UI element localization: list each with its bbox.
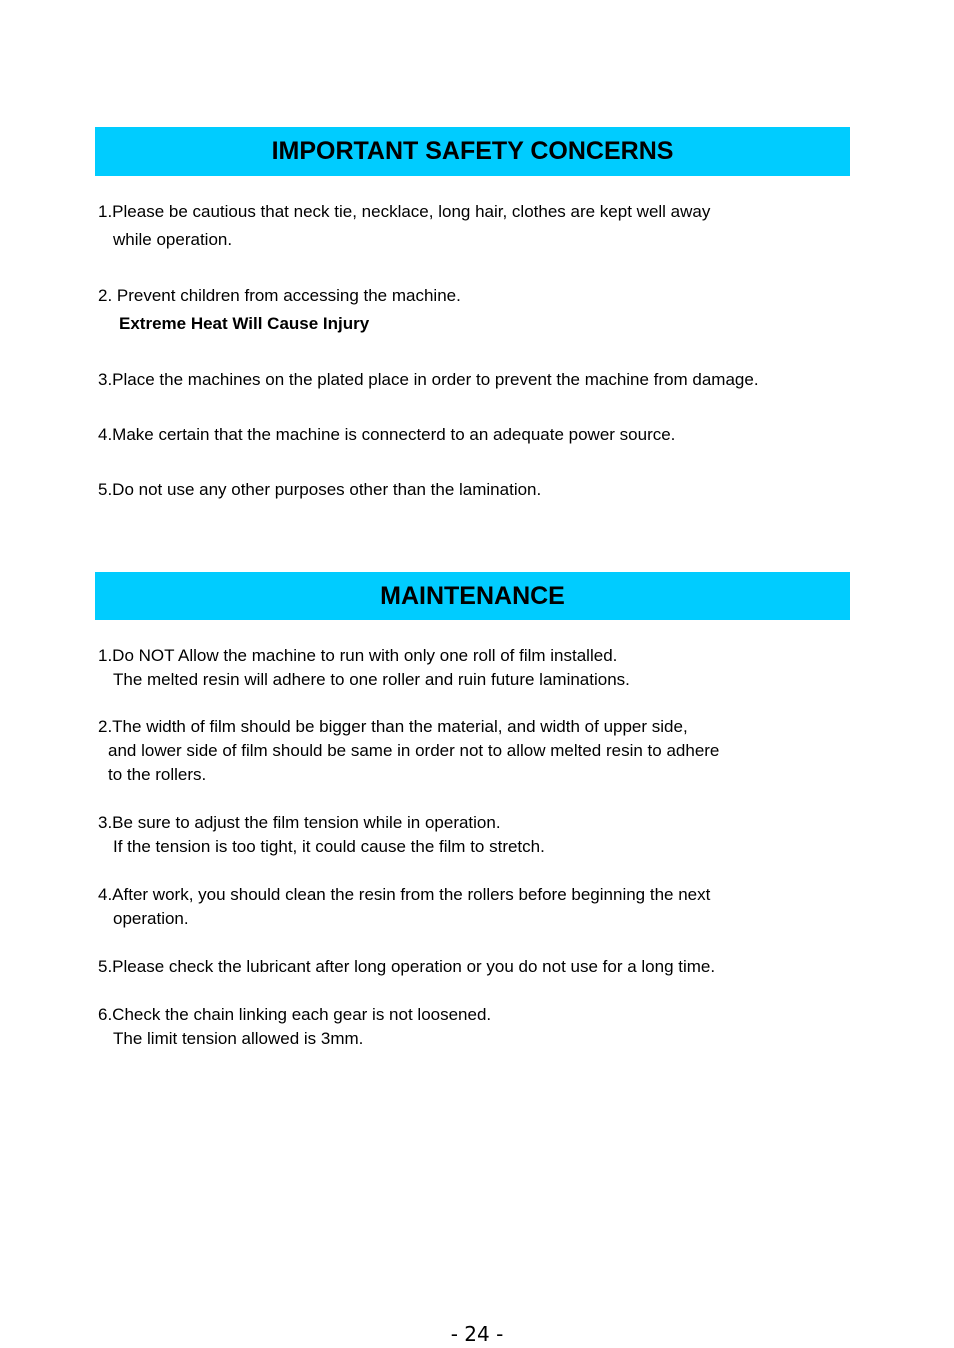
safety-item-5: 5.Do not use any other purposes other than the lamination.	[98, 480, 542, 499]
safety-item-3: 3.Place the machines on the plated place in order to prevent the machine from damage.	[98, 370, 759, 389]
maintenance-item-6-line-2: The limit tension allowed is 3mm.	[113, 1029, 364, 1048]
safety-item-1-line-2: while operation.	[113, 230, 233, 249]
safety-item-4: 4.Make certain that the machine is connecterd to an adequate power source.	[98, 425, 676, 444]
maintenance-section-title: MAINTENANCE	[95, 572, 850, 620]
maintenance-item-2-line-2: and lower side of film should be same in order not to allow melted resin to adhere	[108, 741, 720, 760]
maintenance-item-4-line-2: operation.	[113, 909, 189, 928]
maintenance-item-5: 5.Please check the lubricant after long operation or you do not use for a long time.	[98, 957, 716, 976]
safety-section-title: IMPORTANT SAFETY CONCERNS	[95, 127, 850, 176]
maintenance-item-3-line-1: 3.Be sure to adjust the film tension while in operation.	[98, 813, 501, 832]
maintenance-item-2-line-3: to the rollers.	[108, 765, 207, 784]
maintenance-item-1-line-1: 1.Do NOT Allow the machine to run with only one roll of film installed.	[98, 646, 618, 665]
safety-item-2-line-1: 2. Prevent children from accessing the machine.	[98, 286, 461, 305]
page-number: - 24 -	[450, 1322, 504, 1346]
heat-warning: Extreme Heat Will Cause Injury	[119, 314, 370, 333]
maintenance-item-3-line-2: If the tension is too tight, it could cause the film to stretch.	[113, 837, 545, 856]
safety-item-1-line-1: 1.Please be cautious that neck tie, necklace, long hair, clothes are kept well away	[98, 202, 711, 221]
maintenance-item-4-line-1: 4.After work, you should clean the resin from the rollers before beginning the next	[98, 885, 711, 904]
maintenance-item-6-line-1: 6.Check the chain linking each gear is not loosened.	[98, 1005, 492, 1024]
maintenance-item-1-line-2: The melted resin will adhere to one roller and ruin future laminations.	[113, 670, 630, 689]
maintenance-item-2-line-1: 2.The width of film should be bigger than the material, and width of upper side,	[98, 717, 688, 736]
